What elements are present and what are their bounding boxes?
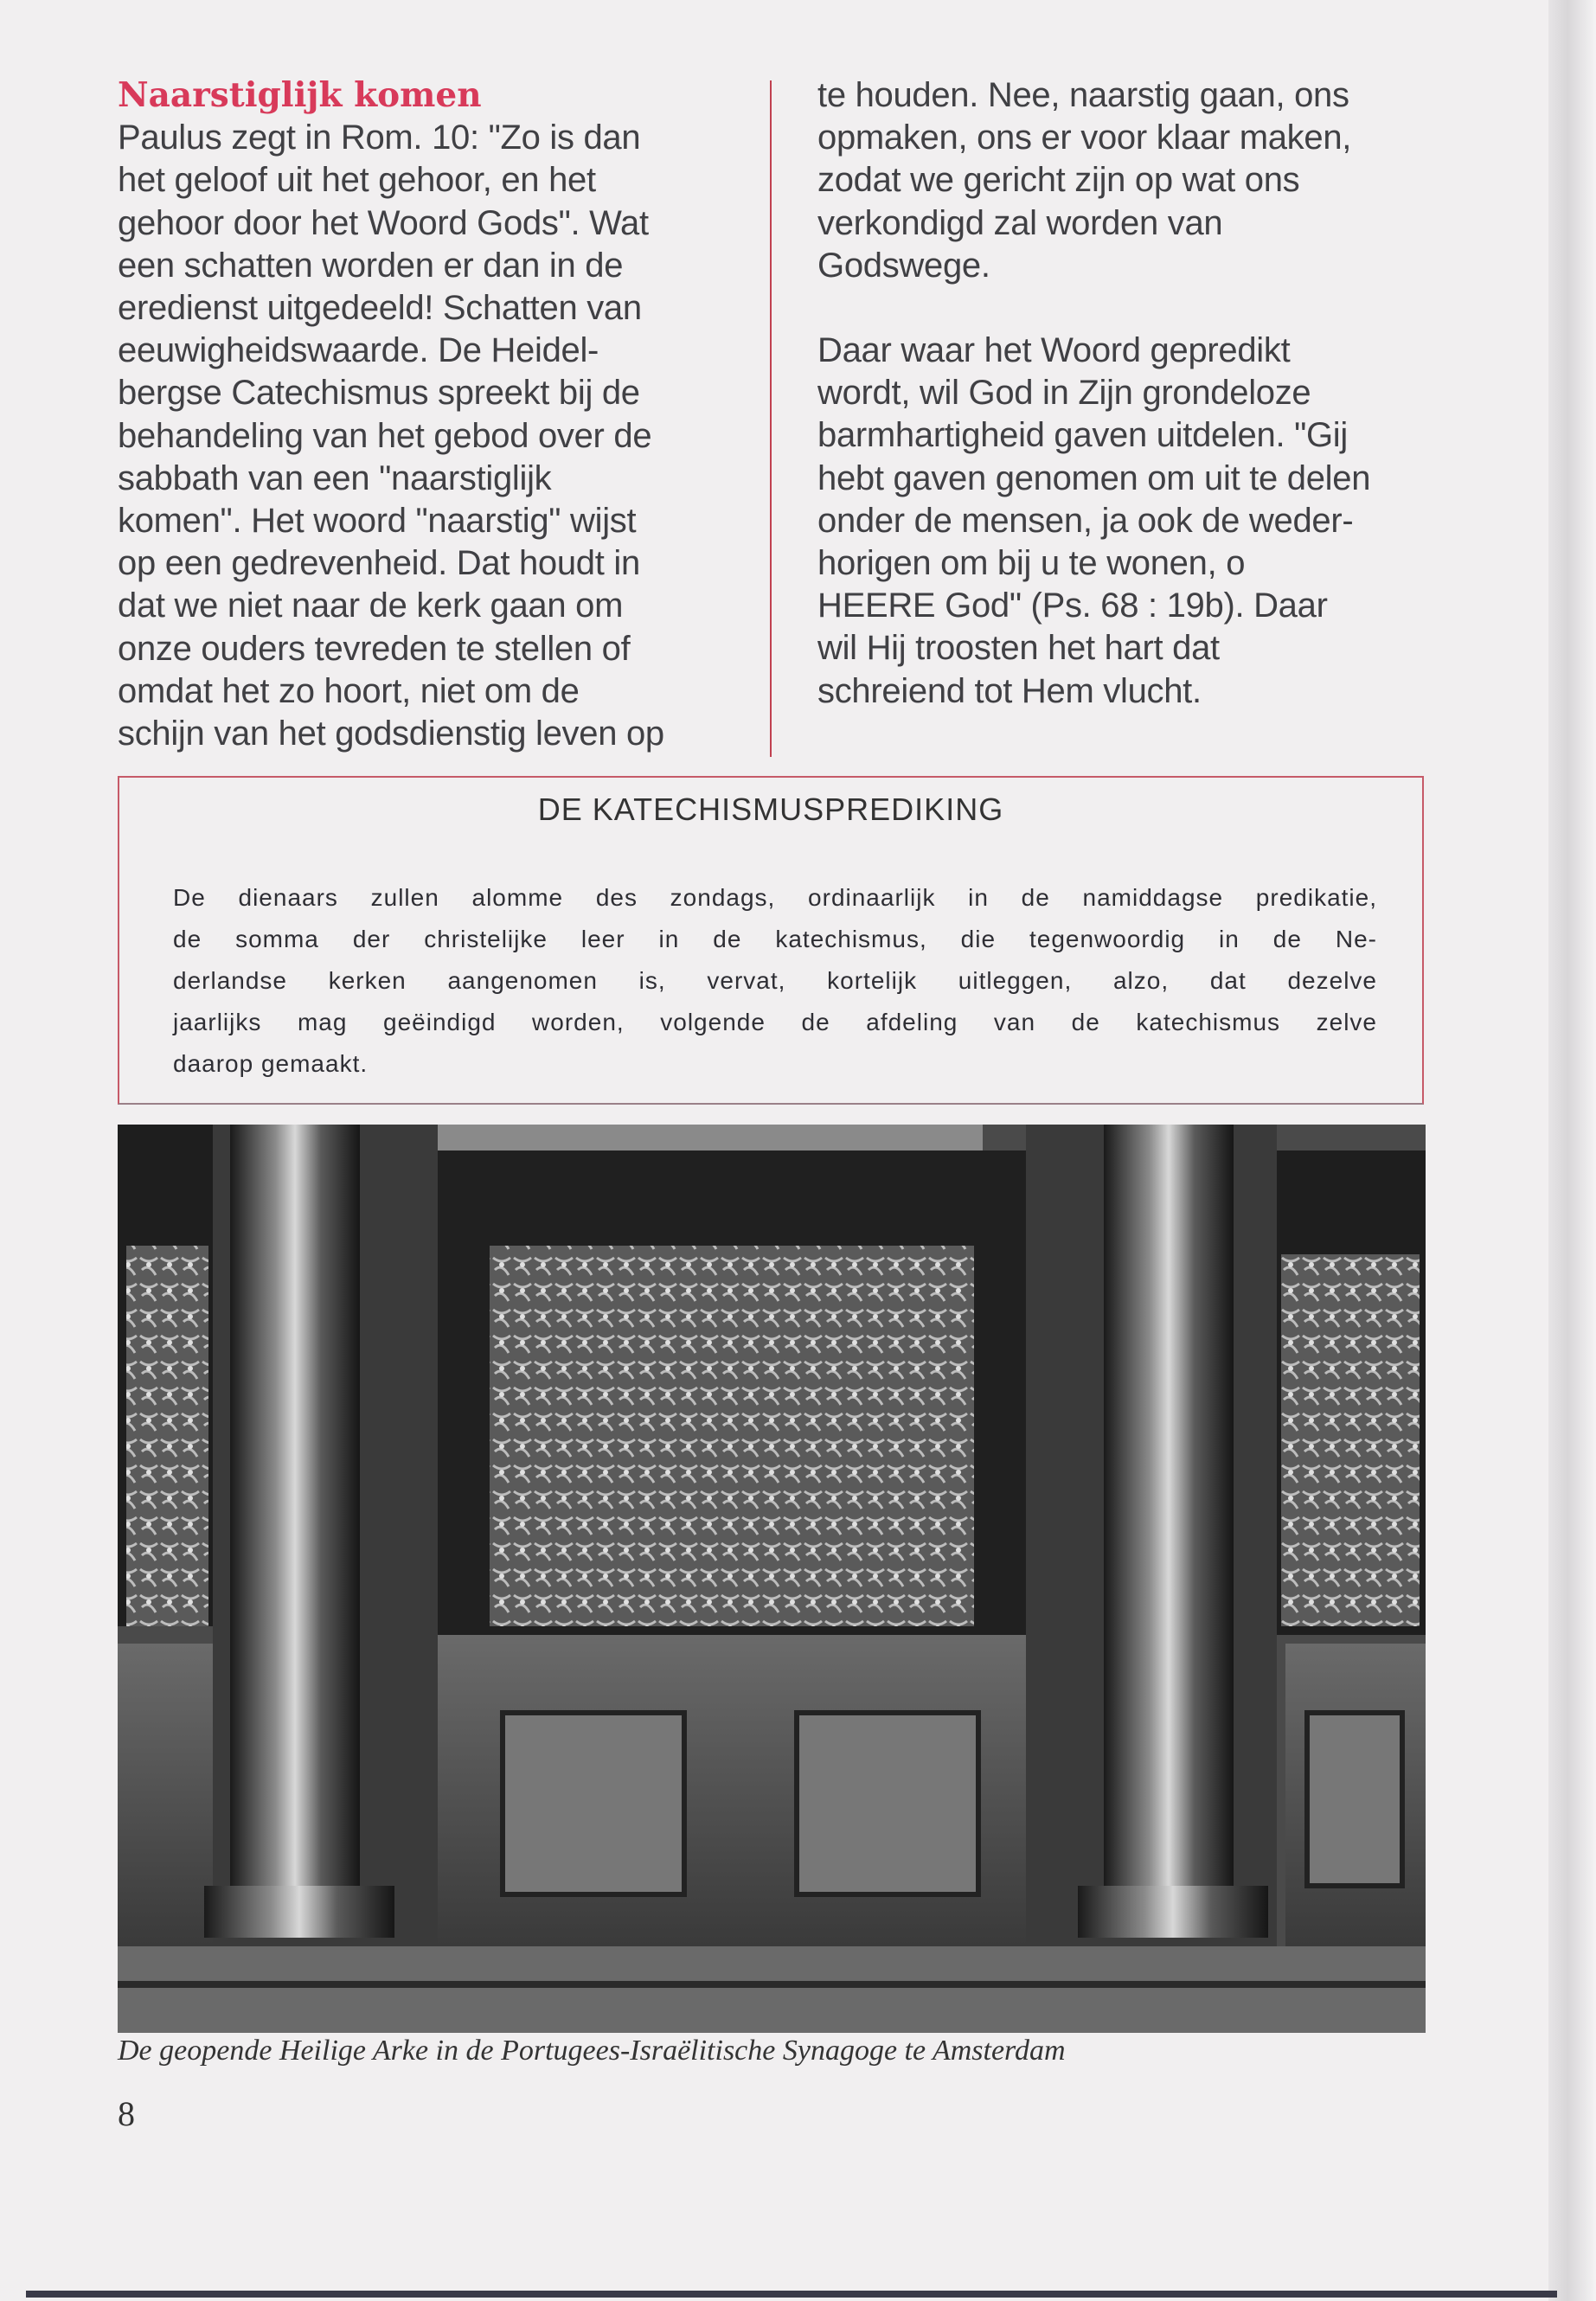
text-line: komen". Het woord "naarstig" wijst: [118, 502, 637, 541]
text-line: eredienst uitgedeeld! Schatten van: [118, 289, 642, 328]
text-line: bergse Catechismus spreekt bij de: [118, 374, 640, 413]
text-line: gehoor door het Woord Gods". Wat: [118, 203, 649, 242]
text-line: schreiend tot Hem vlucht.: [817, 671, 1202, 710]
synagogue-ark-photo: [118, 1125, 1426, 2033]
text-line: schijn van het godsdienstig leven op: [118, 715, 664, 753]
text-line: het geloof uit het gehoor, en het: [118, 161, 596, 200]
photo-caption: De geopende Heilige Arke in de Portugees-Israëlitische Synagoge te Amsterdam: [118, 2035, 1066, 2067]
quote-line: de somma der christelijke leer in de katechismus, die tegenwoordig in de Ne-: [173, 926, 1377, 952]
text-line: sabbath van een "naarstiglijk: [118, 458, 552, 497]
katechismus-quote-box: [118, 776, 1424, 1105]
text-line: dat we niet naar de kerk gaan om: [118, 586, 624, 625]
text-line: wil Hij troosten het hart dat: [817, 629, 1220, 668]
scan-bottom-edge: [26, 2291, 1557, 2298]
text-line: horigen om bij u te wonen, o: [817, 544, 1246, 583]
page-number: 8: [118, 2094, 135, 2133]
text-line: behandeling van het gebod over de: [118, 416, 652, 455]
quote-box-body: [173, 877, 1377, 1085]
text-line: Daar waar het Woord gepredikt: [817, 331, 1291, 370]
text-line: wordt, wil God in Zijn grondeloze: [817, 374, 1311, 413]
page-edge-shadow: [1548, 0, 1596, 2301]
text-line: onze ouders tevreden te stellen of: [118, 629, 631, 668]
text-line: verkondigd zal worden van: [817, 203, 1223, 242]
ark-photo-illustration: [118, 1125, 1426, 2033]
text-line: barmhartigheid gaven uitdelen. "Gij: [817, 416, 1348, 455]
text-line: eeuwigheidswaarde. De Heidel-: [118, 331, 599, 370]
quote-line: De dienaars zullen alomme des zondags, ordinaarlijk in de namiddagse predikatie,: [173, 884, 1377, 911]
quote-line: derlandse kerken aangenomen is, vervat, kortelijk uitleggen, alzo, dat dezelve: [173, 967, 1377, 994]
text-line: zodat we gericht zijn op wat ons: [817, 161, 1300, 200]
quote-line: jaarlijks mag geëindigd worden, volgende de afdeling van de katechismus zelve: [173, 1009, 1377, 1035]
text-line: hebt gaven genomen om uit te delen: [817, 458, 1371, 497]
text-line: een schatten worden er dan in de: [118, 246, 624, 285]
text-line: HEERE God" (Ps. 68 : 19b). Daar: [817, 586, 1328, 625]
text-line: Paulus zegt in Rom. 10: "Zo is dan: [118, 119, 641, 157]
article-left-column: [118, 74, 664, 755]
column-divider: [770, 80, 772, 757]
text-line: op een gedrevenheid. Dat houdt in: [118, 544, 640, 583]
article-right-column: [817, 74, 1370, 713]
article-heading: Naarstiglijk komen: [118, 75, 482, 115]
text-line: Godswege.: [817, 246, 990, 285]
text-line: omdat het zo hoort, niet om de: [118, 671, 580, 710]
text-line: te houden. Nee, naarstig gaan, ons: [817, 76, 1349, 114]
quote-box-title: DE KATECHISMUSPREDIKING: [537, 792, 1004, 827]
text-line: opmaken, ons er voor klaar maken,: [817, 119, 1352, 157]
text-line: onder de mensen, ja ook de weder-: [817, 501, 1354, 540]
quote-line: daarop gemaakt.: [173, 1050, 369, 1077]
